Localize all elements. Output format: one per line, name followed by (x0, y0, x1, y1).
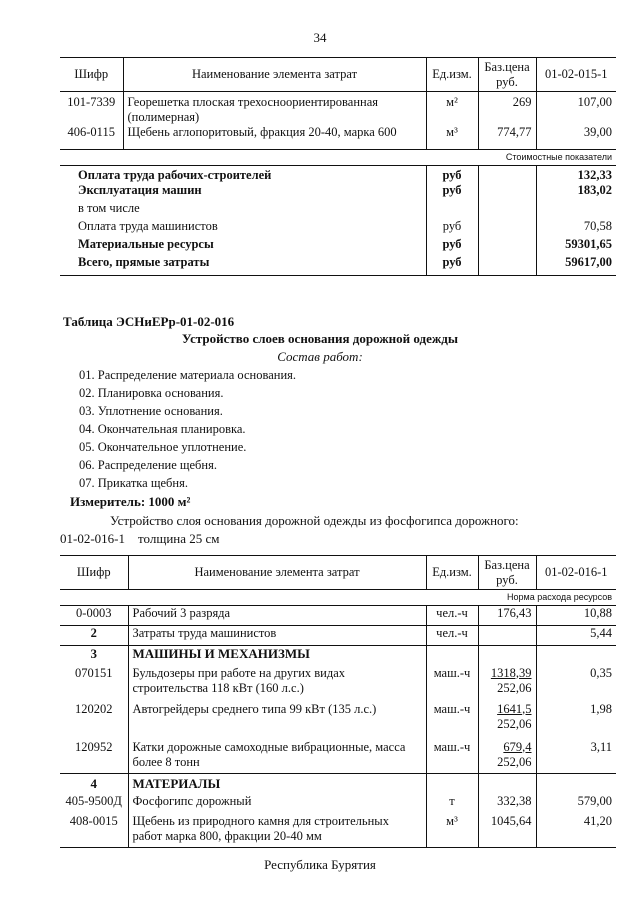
summary-row: в том числе (60, 201, 616, 219)
table-row: 101-7339 Георешетка плоская трехосноориентированная (полимерная) м² 269 107,00 (60, 92, 616, 126)
work-item: 05. Окончательное уплотнение. (79, 440, 247, 454)
col-header-price: Баз.цена руб. (478, 556, 536, 590)
item-description: Устройство слоя основания дорожной одежды из фосфогипса дорожного: (110, 513, 519, 528)
table-row: 070151 Бульдозеры при работе на других видах строительства 118 кВт (160 л.с.) маш.-ч 1318,39 252,06 0,35 (60, 666, 616, 702)
col-header-norm: 01-02-016-1 (536, 556, 616, 590)
meter: Измеритель: 1000 м² (70, 494, 191, 509)
footer-region: Республика Бурятия (264, 857, 376, 872)
col-header-code: Шифр (60, 58, 123, 92)
table-title: Таблица ЭСНиЕРр-01-02-016 (63, 314, 235, 329)
summary-row: Всего, прямые затраты руб 59617,00 (60, 255, 616, 275)
group-row: 3 МАШИНЫ И МЕХАНИЗМЫ (60, 646, 616, 666)
work-item: 07. Прикатка щебня. (79, 476, 188, 490)
item-thickness: толщина 25 см (138, 531, 220, 546)
table-row: 405-9500Д Фосфогипс дорожный т 332,38 579,00 (60, 794, 616, 814)
table-row: 120952 Катки дорожные самоходные вибрационные, масса более 8 тонн маш.-ч 679,4 252,06 3,11 (60, 736, 616, 774)
summary-row: Оплата труда рабочих-строителей руб 132,33 (60, 165, 616, 183)
col-header-name: Наименование элемента затрат (128, 556, 426, 590)
section-label-resources: Норма расхода ресурсов (60, 590, 616, 606)
table-row: 408-0015 Щебень из природного камня для строительных работ марка 800, фракции 20-40 мм м³ 1045,64 41,20 (60, 814, 616, 848)
work-item: 01. Распределение материала основания. (79, 368, 297, 382)
col-header-unit: Ед.изм. (426, 58, 478, 92)
group-row: 4 МАТЕРИАЛЫ (60, 774, 616, 794)
summary-row: Оплата труда машинистов руб 70,58 (60, 219, 616, 237)
col-header-code: Шифр (60, 556, 128, 590)
col-header-norm: 01-02-015-1 (536, 58, 616, 92)
works-heading: Состав работ: (277, 349, 363, 364)
work-item: 04. Окончательная планировка. (79, 422, 246, 436)
col-header-price: Баз.цена руб. (478, 58, 536, 92)
work-item: 03. Уплотнение основания. (79, 404, 223, 418)
work-item: 06. Распределение щебня. (79, 458, 217, 472)
col-header-unit: Ед.изм. (426, 556, 478, 590)
table-row: 406-0115 Щебень аглопоритовый, фракция 20-40, марка 600 м³ 774,77 39,00 (60, 125, 616, 149)
summary-row: Материальные ресурсы руб 59301,65 (60, 237, 616, 255)
resource-table-2 (60, 555, 616, 848)
page-number: 34 (313, 30, 327, 45)
work-item: 02. Планировка основания. (79, 386, 224, 400)
table-row: 0-0003 Рабочий 3 разряда чел.-ч 176,43 10,88 (60, 606, 616, 626)
item-code: 01-02-016-1 (60, 531, 125, 546)
table-row: 120202 Автогрейдеры среднего типа 99 кВт (135 л.с.) маш.-ч 1641,5 252,06 1,98 (60, 702, 616, 736)
section-heading: Устройство слоев основания дорожной одежды (181, 331, 459, 346)
table-row: 2 Затраты труда машинистов чел.-ч 5,44 (60, 626, 616, 646)
summary-row: Эксплуатация машин руб 183,02 (60, 183, 616, 201)
col-header-name: Наименование элемента затрат (123, 58, 426, 92)
cost-table-1 (60, 57, 616, 276)
section-label-cost: Стоимостные показатели (60, 149, 616, 165)
